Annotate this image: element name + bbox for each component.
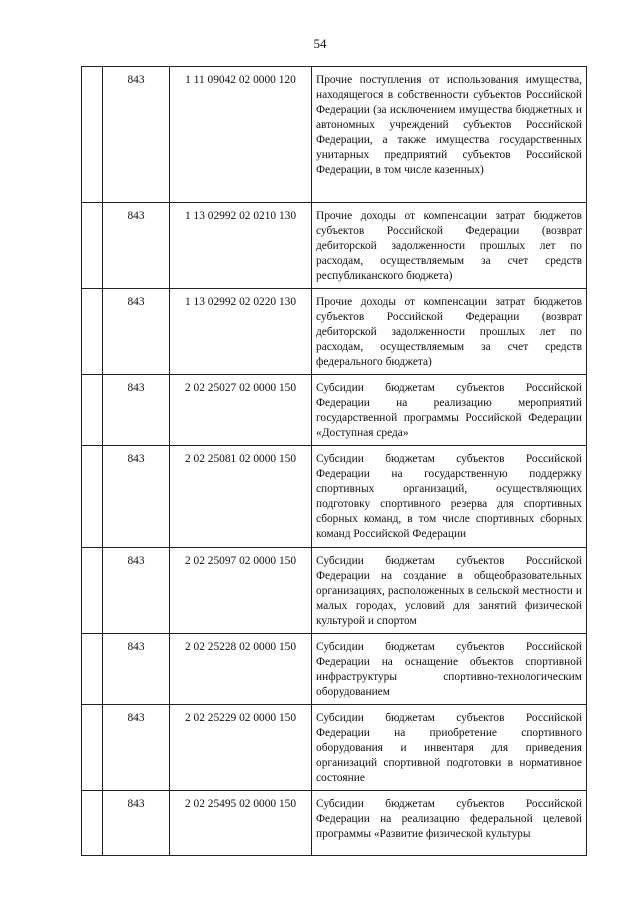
- revenue-description: Субсидии бюджетам субъектов Российской Федерации на приобретение спортивного оборудования и инвентаря для приведения организаций спортивной подготовки в нормативное состояние: [312, 705, 587, 791]
- budget-classification-code: 1 11 09042 02 0000 120: [170, 67, 312, 203]
- blank-cell: [82, 203, 103, 289]
- blank-cell: [82, 446, 103, 548]
- revenue-description: Прочие доходы от компенсации затрат бюджетов субъектов Российской Федерации (возврат дебиторской задолженности прошлых лет по расходам, осуществляемым за счет средств федерального бюджета): [312, 289, 587, 375]
- revenue-description: Прочие поступления от использования имущества, находящегося в собственности субъектов Российской Федерации (за исключением имущества бюджетных и автономных учреждений субъектов Российской Федерации, а также имущества государственных унитарных предприятий субъектов Российской Федерации, в том числе казенных): [312, 67, 587, 203]
- budget-classification-code: 2 02 25097 02 0000 150: [170, 548, 312, 634]
- revenue-description: Субсидии бюджетам субъектов Российской Федерации на оснащение объектов спортивной инфраструктуры спортивно-технологическим оборудованием: [312, 634, 587, 705]
- table-row: [82, 791, 587, 856]
- administrator-code: 843: [103, 446, 170, 548]
- administrator-code: 843: [103, 791, 170, 856]
- administrator-code: 843: [103, 67, 170, 203]
- administrator-code: 843: [103, 289, 170, 375]
- table-row: [82, 548, 587, 634]
- revenue-description: Субсидии бюджетам субъектов Российской Федерации на создание в общеобразовательных организациях, расположенных в сельской местности и малых городах, условий для занятий физической культурой и спортом: [312, 548, 587, 634]
- blank-cell: [82, 705, 103, 791]
- administrator-code: 843: [103, 548, 170, 634]
- blank-cell: [82, 548, 103, 634]
- revenue-description: Прочие доходы от компенсации затрат бюджетов субъектов Российской Федерации (возврат дебиторской задолженности прошлых лет по расходам, осуществляемым за счет средств республиканского бюджета): [312, 203, 587, 289]
- table-row: [82, 203, 587, 289]
- blank-cell: [82, 375, 103, 446]
- table-row: [82, 375, 587, 446]
- table-row: [82, 634, 587, 705]
- blank-cell: [82, 634, 103, 705]
- table-row: [82, 67, 587, 203]
- budget-classification-code: 1 13 02992 02 0220 130: [170, 289, 312, 375]
- budget-classification-code: 2 02 25027 02 0000 150: [170, 375, 312, 446]
- administrator-code: 843: [103, 634, 170, 705]
- revenue-description: Субсидии бюджетам субъектов Российской Федерации на государственную поддержку спортивных организаций, осуществляющих подготовку спортивного резерва для спортивных сборных команд, в том числе спортивных сборных команд Российской Федерации: [312, 446, 587, 548]
- table-row: [82, 289, 587, 375]
- revenue-description: Субсидии бюджетам субъектов Российской Федерации на реализацию федеральной целевой программы «Развитие физической культуры: [312, 791, 587, 856]
- table-row: [82, 705, 587, 791]
- budget-classification-code: 2 02 25228 02 0000 150: [170, 634, 312, 705]
- page-number: 54: [313, 36, 327, 51]
- administrator-code: 843: [103, 705, 170, 791]
- table-row: [82, 446, 587, 548]
- budget-classification-code: 2 02 25229 02 0000 150: [170, 705, 312, 791]
- revenue-description: Субсидии бюджетам субъектов Российской Федерации на реализацию мероприятий государственной программы Российской Федерации «Доступная среда»: [312, 375, 587, 446]
- administrator-code: 843: [103, 375, 170, 446]
- budget-classification-code: 2 02 25081 02 0000 150: [170, 446, 312, 548]
- blank-cell: [82, 289, 103, 375]
- budget-classification-code: 1 13 02992 02 0210 130: [170, 203, 312, 289]
- blank-cell: [82, 791, 103, 856]
- budget-classification-code: 2 02 25495 02 0000 150: [170, 791, 312, 856]
- budget-codes-table: [81, 66, 587, 856]
- blank-cell: [82, 67, 103, 203]
- administrator-code: 843: [103, 203, 170, 289]
